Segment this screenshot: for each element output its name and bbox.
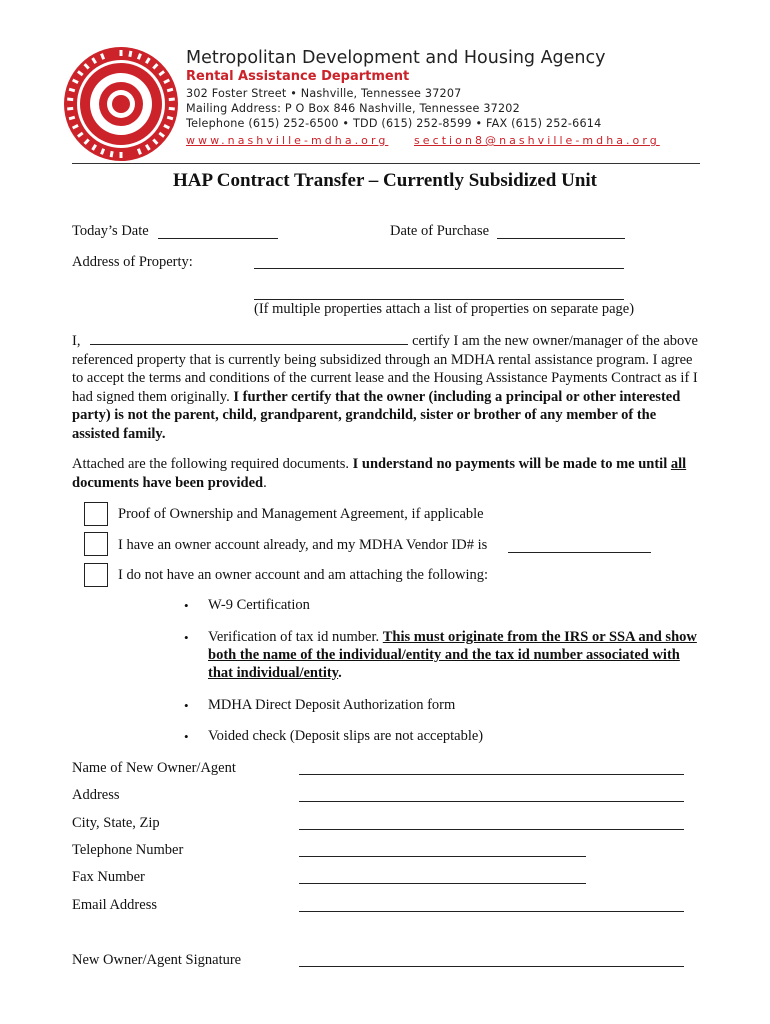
todays-date-field[interactable] (158, 223, 278, 239)
city-state-zip-field[interactable] (299, 813, 684, 830)
street-address: 302 Foster Street • Nashville, Tennessee 37207 (186, 87, 462, 100)
bullet-tax-id-end: . (338, 664, 342, 681)
fax-field[interactable] (299, 867, 586, 884)
header-divider (72, 163, 700, 164)
bullet-w9: W-9 Certification (208, 597, 310, 613)
phone-numbers: Telephone (615) 252-6500 • TDD (615) 252-8599 • FAX (615) 252-6614 (186, 117, 602, 130)
property-address-line-1[interactable] (254, 252, 624, 269)
checkbox-label-proof-of-ownership: Proof of Ownership and Management Agreement, if applicable (118, 506, 484, 522)
email-field[interactable] (299, 895, 684, 912)
checkbox-label-no-owner-account: I do not have an owner account and am attaching the following: (118, 567, 489, 583)
attachments-intro-text: Attached are the following required documents. (72, 456, 353, 472)
bullet-marker: • (184, 630, 189, 645)
mdha-logo (62, 45, 180, 163)
department-name: Rental Assistance Department (186, 69, 410, 84)
attachments-intro (72, 455, 702, 492)
certification-prefix: I, (72, 333, 81, 349)
date-of-purchase-label: Date of Purchase (390, 223, 490, 239)
checkbox-label-existing-owner-account: I have an owner account already, and my MDHA Vendor ID# is (118, 537, 488, 553)
checkbox-proof-of-ownership[interactable] (84, 502, 108, 526)
email-link[interactable]: section8@nashville-mdha.org (414, 134, 660, 147)
address-of-property-label: Address of Property: (72, 254, 193, 270)
telephone-field[interactable] (299, 840, 586, 857)
bullet-tax-id-verification (208, 629, 708, 682)
field-label-signature: New Owner/Agent Signature (72, 952, 242, 968)
attachments-warning-end: documents have been provided (72, 474, 264, 491)
field-label-address: Address (72, 787, 120, 803)
attachments-warning-all: all (670, 456, 687, 472)
field-label-telephone: Telephone Number (72, 842, 184, 858)
field-label-owner-name: Name of New Owner/Agent (72, 760, 236, 776)
attachments-intro-end: . (263, 474, 267, 491)
field-label-city-state-zip: City, State, Zip (72, 815, 160, 831)
owner-address-field[interactable] (299, 785, 684, 802)
vendor-id-field[interactable] (508, 537, 651, 553)
owner-name-field[interactable] (299, 758, 684, 775)
date-of-purchase-field[interactable] (497, 223, 625, 239)
bullet-voided-check: Voided check (Deposit slips are not acceptable) (208, 728, 484, 744)
signature-field[interactable] (299, 950, 684, 967)
website-link[interactable]: www.nashville-mdha.org (186, 134, 389, 147)
mdha-seal-icon (62, 45, 180, 163)
multiple-properties-note: (If multiple properties attach a list of properties on separate page) (254, 301, 635, 317)
property-address-line-2[interactable] (254, 284, 624, 300)
certification-text: certify I am the new owner/manager of the above referenced property that is currently being subsidized through an MDHA rental assistance program. I agree to accept the terms and conditions of the current lease and the Housing Assistance Payments Contract as if I had signed them originally. (72, 333, 698, 405)
agency-name: Metropolitan Development and Housing Agency (186, 48, 606, 68)
certification-relation-statement: I further certify that the owner (including a principal or other interested party) is not the parent, child, grandparent, grandchild, sister or brother of any member of the assisted family. (72, 388, 681, 442)
form-title: HAP Contract Transfer – Currently Subsidized Unit (173, 170, 597, 191)
bullet-tax-id-requirement: This must originate from the IRS or SSA and show both the name of the individual/entity and the tax id number associated with that individual/entity (208, 629, 697, 681)
owner-name-blank[interactable] (90, 331, 408, 345)
certification-paragraph (72, 331, 702, 444)
todays-date-label: Today’s Date (72, 223, 149, 239)
mailing-address: Mailing Address: P O Box 846 Nashville, Tennessee 37202 (186, 102, 520, 115)
bullet-marker: • (184, 698, 189, 713)
bullet-tax-id-text: Verification of tax id number. (208, 629, 383, 645)
attachments-warning: I understand no payments will be made to me until (352, 456, 671, 472)
bullet-marker: • (184, 598, 189, 613)
field-label-fax: Fax Number (72, 869, 145, 885)
bullet-marker: • (184, 729, 189, 744)
field-label-email: Email Address (72, 897, 157, 913)
checkbox-no-owner-account[interactable] (84, 563, 108, 587)
bullet-direct-deposit: MDHA Direct Deposit Authorization form (208, 697, 456, 713)
checkbox-existing-owner-account[interactable] (84, 532, 108, 556)
